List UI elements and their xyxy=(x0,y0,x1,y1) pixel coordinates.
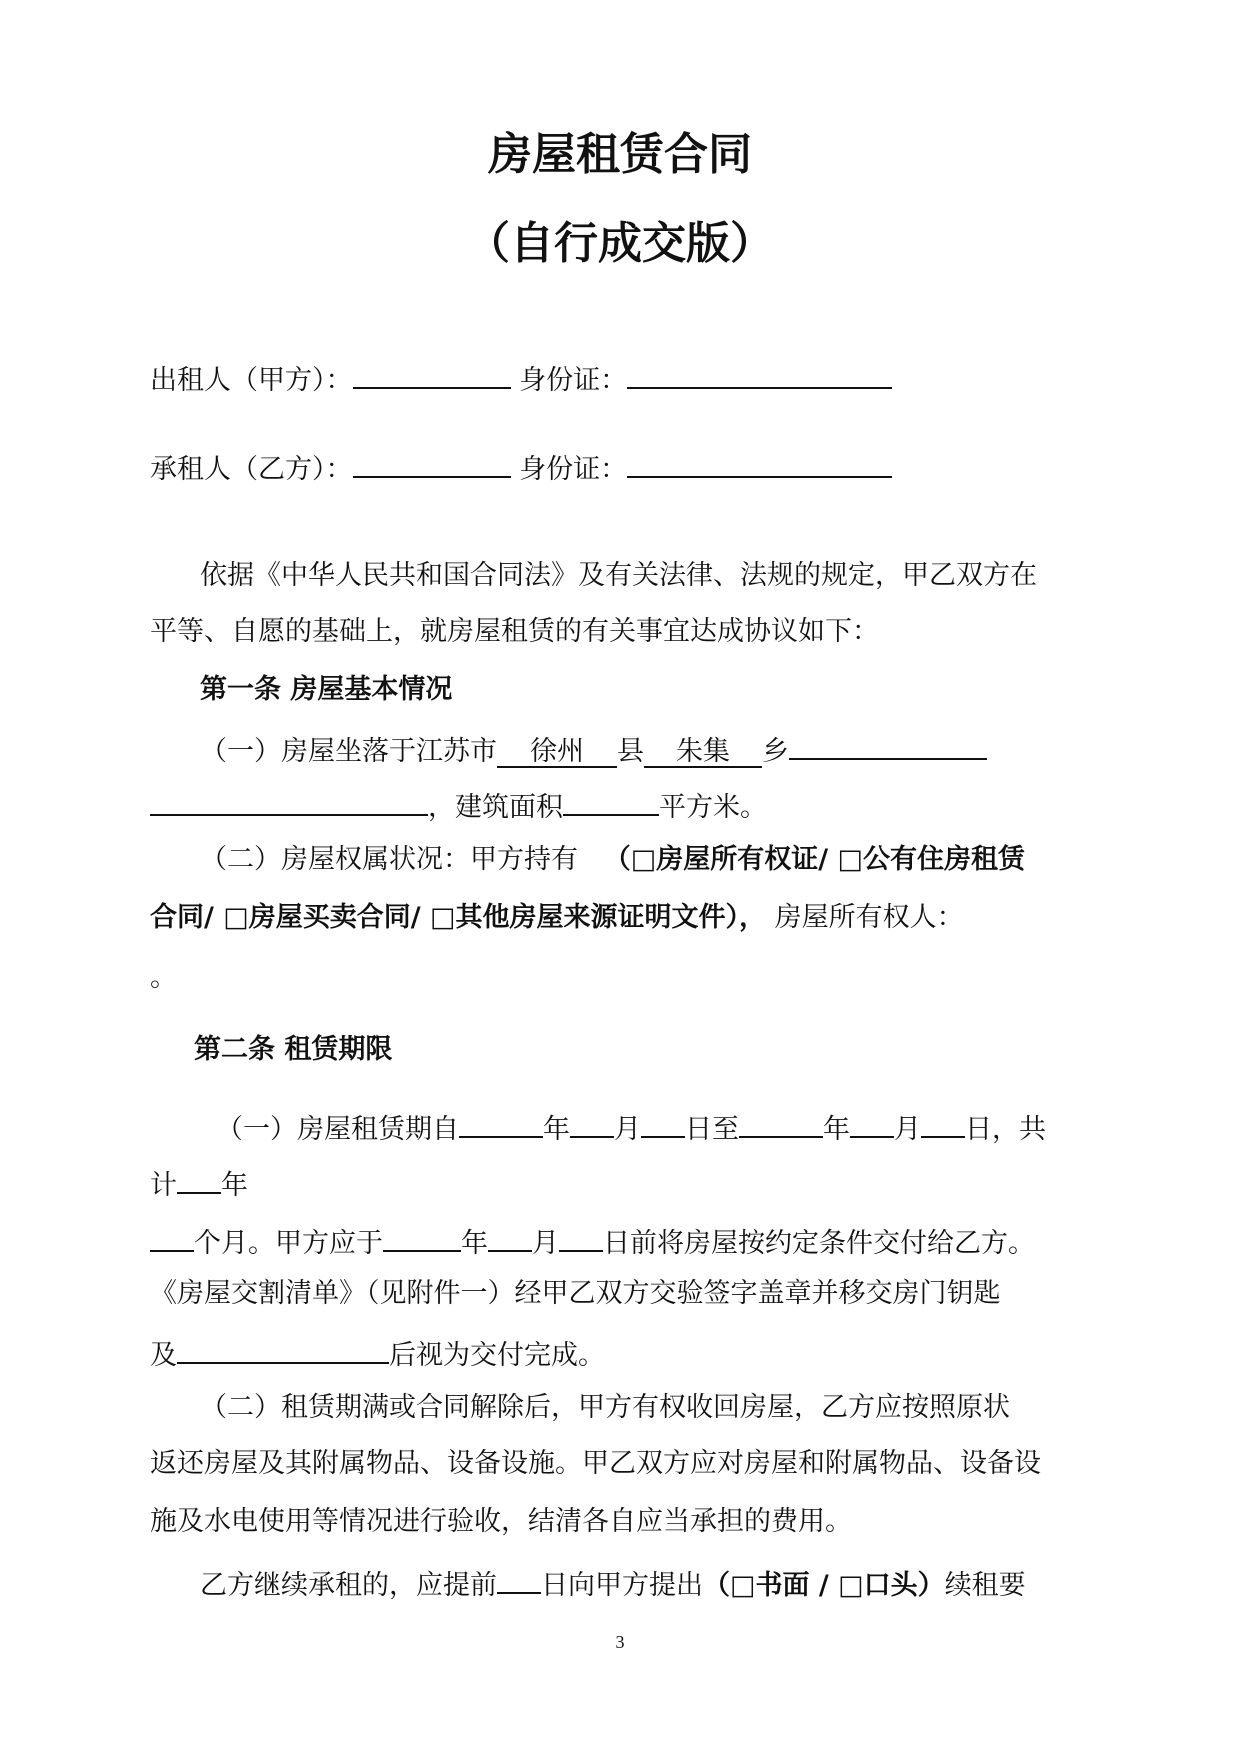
term-label: （一）房屋租赁期自 xyxy=(216,1114,459,1145)
month-label: 月 xyxy=(894,1114,921,1145)
article2-renew-line xyxy=(200,1560,1026,1606)
lessee-id-blank[interactable] xyxy=(627,444,892,478)
lessor-id-label: 身份证： xyxy=(519,365,628,396)
lessor-line xyxy=(150,355,892,401)
start-month-blank[interactable] xyxy=(570,1104,614,1138)
page-number: 3 xyxy=(615,1632,625,1652)
renew-text-c: 续租要 xyxy=(944,1570,1026,1601)
article1-item1 xyxy=(200,726,987,772)
start-year-blank[interactable] xyxy=(459,1104,543,1138)
day-to-label: 日至 xyxy=(685,1114,739,1145)
lessee-line xyxy=(150,444,892,490)
renew-method-options[interactable]: （□书面 / □口头） xyxy=(703,1570,945,1601)
day-total-label: 日，共 xyxy=(965,1114,1046,1145)
lessor-id-blank[interactable] xyxy=(627,355,892,389)
year-label: 年 xyxy=(221,1170,248,1201)
area-label: ，建筑面积 xyxy=(428,792,563,823)
article1-item2-line2 xyxy=(150,898,964,938)
lessee-id-label: 身份证： xyxy=(519,454,628,485)
deliver-day-blank[interactable] xyxy=(559,1218,603,1252)
month-label: 月 xyxy=(614,1114,641,1145)
lessor-name-blank[interactable] xyxy=(353,355,511,389)
renew-text-a: 乙方继续承租的，应提前 xyxy=(200,1570,497,1601)
ownership-label: （二）房屋权属状况：甲方持有 xyxy=(200,844,578,875)
town-field[interactable]: 朱集 xyxy=(644,734,762,768)
end-month-blank[interactable] xyxy=(850,1104,894,1138)
total-label: 计 xyxy=(150,1170,177,1201)
intro-line-1: 依据《中华人民共和国合同法》及有关法律、法规的规定，甲乙双方在 xyxy=(200,560,1037,591)
article2-checklist-line: 《房屋交割清单》（见附件一）经甲乙双方交验签字盖章并移交房门钥匙 xyxy=(150,1278,1001,1309)
deliver-month-blank[interactable] xyxy=(488,1218,532,1252)
village-blank[interactable] xyxy=(789,726,987,760)
article2-item2-line2: 返还房屋及其附属物品、设备设施。甲乙双方应对房屋和附属物品、设备设 xyxy=(150,1448,1041,1479)
ownership-options-2[interactable]: 合同/ □房屋买卖合同/ □其他房屋来源证明文件）， xyxy=(150,902,767,933)
ownership-options-1[interactable]: （□房屋所有权证/ □公有住房租赁 xyxy=(603,844,1026,875)
article2-heading: 第二条 租赁期限 xyxy=(194,1034,393,1065)
lessor-label: 出租人（甲方）： xyxy=(150,365,353,396)
city-field[interactable]: 徐州 xyxy=(497,734,617,768)
area-blank[interactable] xyxy=(563,782,659,816)
months-text: 个月。甲方应于 xyxy=(194,1228,383,1259)
owner-label: 房屋所有权人： xyxy=(774,902,964,933)
start-day-blank[interactable] xyxy=(641,1104,685,1138)
year-label: 年 xyxy=(461,1228,488,1259)
article1-area-line xyxy=(150,782,767,828)
renew-days-blank[interactable] xyxy=(497,1560,541,1594)
article2-item1-line3 xyxy=(150,1218,1035,1264)
and-label: 及 xyxy=(150,1340,177,1371)
deliver-text: 日前将房屋按约定条件交付给乙方。 xyxy=(603,1228,1035,1259)
total-months-blank[interactable] xyxy=(150,1218,194,1252)
total-years-blank[interactable] xyxy=(177,1160,221,1194)
document-title: 房屋租赁合同 xyxy=(488,129,752,180)
article1-item2-line1 xyxy=(200,840,1025,880)
article2-item1-line2 xyxy=(150,1160,248,1206)
complete-text: 后视为交付完成。 xyxy=(389,1340,605,1371)
area-unit: 平方米。 xyxy=(659,792,767,823)
location-prefix: （一）房屋坐落于江苏市 xyxy=(200,736,497,767)
article1-heading: 第一条 房屋基本情况 xyxy=(200,674,453,705)
end-year-blank[interactable] xyxy=(739,1104,823,1138)
deliver-year-blank[interactable] xyxy=(383,1218,461,1252)
renew-text-b: 日向甲方提出 xyxy=(541,1570,703,1601)
article2-item2-line1: （二）租赁期满或合同解除后，甲方有权收回房屋，乙方应按照原状 xyxy=(200,1392,1010,1423)
document-subtitle: （自行成交版） xyxy=(466,218,774,269)
end-day-blank[interactable] xyxy=(921,1104,965,1138)
address-detail-blank[interactable] xyxy=(150,782,428,816)
handover-items-blank[interactable] xyxy=(177,1330,389,1364)
month-label: 月 xyxy=(532,1228,559,1259)
lessee-label: 承租人（乙方）： xyxy=(150,454,353,485)
county-label: 县 xyxy=(617,736,644,767)
article1-item2-end: 。 xyxy=(150,962,177,993)
town-label: 乡 xyxy=(762,736,789,767)
year-label: 年 xyxy=(823,1114,850,1145)
intro-line-2: 平等、自愿的基础上，就房屋租赁的有关事宜达成协议如下： xyxy=(150,616,879,647)
lessee-name-blank[interactable] xyxy=(353,444,511,478)
year-label: 年 xyxy=(543,1114,570,1145)
article2-item1-line1 xyxy=(216,1104,1046,1150)
article2-item2-line3: 施及水电使用等情况进行验收，结清各自应当承担的费用。 xyxy=(150,1506,852,1537)
article2-complete-line xyxy=(150,1330,605,1376)
